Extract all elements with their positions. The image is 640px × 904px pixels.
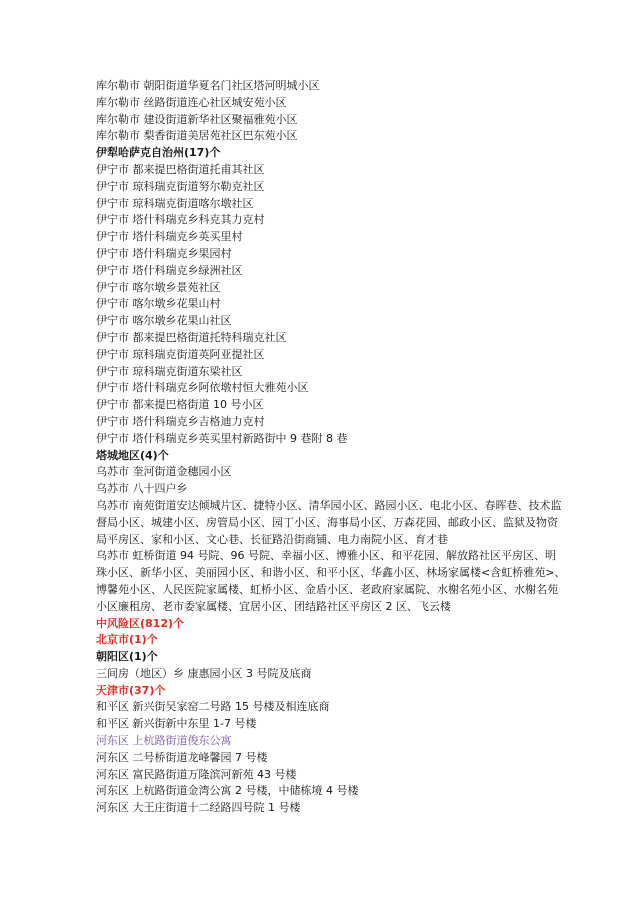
area-entry: 三间房（地区）乡 康惠园小区 3 号院及底商 bbox=[96, 666, 312, 680]
area-entry: 伊宁市 都来提巴格街道 10 号小区 bbox=[96, 398, 264, 412]
area-entry: 伊宁市 塔什科瑞克乡果园村 bbox=[96, 246, 232, 260]
area-entry: 伊宁市 喀尔墩乡花果山村 bbox=[96, 297, 221, 311]
area-entry: 伊宁市 喀尔墩乡花果山社区 bbox=[96, 314, 232, 328]
section-heading: 朝阳区(1)个 bbox=[96, 650, 158, 664]
area-entry: 河东区 大王庄街道十二经路四号院 1 号楼 bbox=[96, 801, 301, 815]
section-heading: 天津市(37)个 bbox=[96, 683, 166, 697]
area-entry: 河东区 二号桥街道龙峰馨园 7 号楼 bbox=[96, 750, 268, 764]
area-entry: 伊宁市 塔什科瑞克乡阿依墩村恒大雅苑小区 bbox=[96, 381, 309, 395]
area-entry: 河东区 富民路街道万隆滨河新苑 43 号楼 bbox=[96, 767, 297, 781]
area-entry: 乌苏市 八十四户乡 bbox=[96, 482, 188, 496]
section-heading: 中风险区(812)个 bbox=[96, 616, 185, 630]
area-entry: 伊宁市 喀尔墩乡景苑社区 bbox=[96, 280, 221, 294]
area-entry: 伊宁市 琼科瑞克街道喀尔墩社区 bbox=[96, 196, 254, 210]
area-entry: 伊宁市 塔什科瑞克乡绿洲社区 bbox=[96, 263, 243, 277]
area-entry: 和平区 新兴街吴家窑二号路 15 号楼及相连底商 bbox=[96, 700, 330, 714]
area-entry: 伊宁市 塔什科瑞克乡科克其力克村 bbox=[96, 213, 265, 227]
area-entry: 伊宁市 都来提巴格街道托甫其社区 bbox=[96, 162, 265, 176]
area-entry: 乌苏市 南苑街道安达倾城片区、捷特小区、清华园小区、路园小区、电北小区、春晖巷、技术监督局小区、城建小区、房管局小区、园丁小区、海事局小区、万森花园、邮政小区、监狱及物资局平房区、家和小区、文心巷、长征路沿街商铺、电力南院小区、育才巷 bbox=[96, 498, 562, 546]
area-entry: 库尔勒市 建设街道新华社区聚福雅苑小区 bbox=[96, 112, 298, 126]
area-entry: 伊宁市 塔什科瑞克乡吉格迪力克村 bbox=[96, 414, 265, 428]
area-entry: 库尔勒市 丝路街道连心社区城安苑小区 bbox=[96, 95, 287, 109]
area-entry: 伊宁市 塔什科瑞克乡英买里村 bbox=[96, 230, 243, 244]
area-entry: 伊宁市 都来提巴格街道托特科瑞克社区 bbox=[96, 330, 287, 344]
document-page bbox=[96, 78, 566, 817]
area-entry: 伊宁市 塔什科瑞克乡英买里村新路街中 9 巷附 8 巷 bbox=[96, 431, 348, 445]
section-heading: 北京市(1)个 bbox=[96, 633, 158, 647]
area-entry: 河东区 上杭路街道金湾公寓 2 号楼，中储栋境 4 号楼 bbox=[96, 784, 359, 798]
area-entry: 河东区 上杭路街道俊东公寓 bbox=[96, 734, 232, 748]
section-heading: 塔城地区(4)个 bbox=[96, 448, 169, 462]
area-entry: 伊宁市 琼科瑞克街道英阿亚提社区 bbox=[96, 347, 265, 361]
area-entry: 乌苏市 奎河街道金穗园小区 bbox=[96, 465, 232, 479]
section-heading: 伊犁哈萨克自治州(17)个 bbox=[96, 146, 221, 160]
area-entry: 乌苏市 虹桥街道 94 号院、96 号院、幸福小区、博雅小区、和平花园、解放路社区平房区、明珠小区、新华小区、美丽园小区、和谐小区、和平小区、华鑫小区、林场家属楼<含虹桥雅苑>、博馨苑小区、人民医院家属楼、虹桥小区、金盾小区、老政府家属院、水榭名苑小区、水榭名苑小区廉租房、老市委家属楼、宜居小区、团结路社区平房区 2 区、飞云楼 bbox=[96, 549, 566, 613]
area-entry: 伊宁市 琼科瑞克街道东梁社区 bbox=[96, 364, 243, 378]
area-entry: 库尔勒市 梨香街道美居苑社区巴东苑小区 bbox=[96, 129, 298, 143]
area-entry: 伊宁市 琼科瑞克街道努尔勒克社区 bbox=[96, 179, 265, 193]
area-entry: 和平区 新兴街新中东里 1-7 号楼 bbox=[96, 717, 257, 731]
area-entry: 库尔勒市 朝阳街道华夏名门社区塔河明城小区 bbox=[96, 79, 320, 92]
